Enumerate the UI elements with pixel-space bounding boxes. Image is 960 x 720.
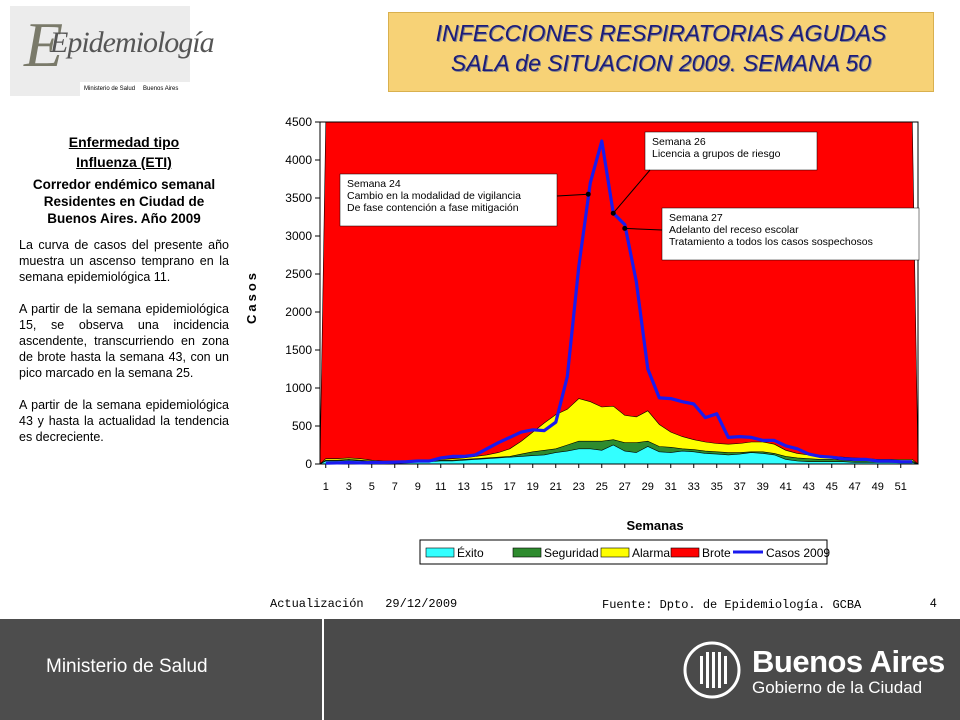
logo-letter-e: E	[24, 9, 64, 80]
description-paragraph-2: A partir de la semana epidemiológica 15, se observa una incidencia ascendente, transcurriendo en zona de brote hasta la semana 43, con un pico marcado en la semana 25.	[19, 302, 229, 380]
legend-label: Brote	[702, 546, 731, 560]
chart-subtitle-1: Corredor endémico semanal	[32, 177, 216, 192]
legend-label: Alarma	[632, 546, 671, 560]
y-tick-label: 4000	[285, 153, 312, 167]
section-heading-2: Influenza (ETI)	[76, 154, 172, 170]
y-tick-label: 3000	[285, 229, 312, 243]
x-tick-label: 25	[595, 481, 608, 493]
section-heading-1: Enfermedad tipo	[68, 134, 180, 150]
x-tick-label: 3	[345, 481, 352, 493]
x-tick-label: 5	[368, 481, 375, 493]
logo-ministry-text: Ministerio de Salud	[84, 86, 136, 92]
annotation-text: Cambio en la modalidad de vigilancia	[347, 190, 521, 202]
x-tick-label: 49	[871, 481, 884, 493]
x-tick-label: 45	[825, 481, 838, 493]
x-tick-label: 27	[618, 481, 631, 493]
buenos-aires-subtitle: Gobierno de la Ciudad	[752, 678, 923, 697]
annotation-text: Semana 26	[652, 136, 706, 148]
legend-swatch	[513, 548, 541, 557]
y-tick-label: 2000	[285, 305, 312, 319]
x-tick-label: 23	[572, 481, 585, 493]
description-body	[19, 237, 229, 445]
x-tick-label: 47	[848, 481, 861, 493]
logo-city-text: Buenos Aires	[143, 86, 179, 92]
y-tick-label: 4500	[285, 115, 312, 129]
description-paragraph-3: A partir de la semana epidemiológica 43 y hasta la actualidad la tendencia es decreciente.	[19, 398, 229, 444]
y-axis-label: Casos	[244, 269, 259, 325]
x-tick-label: 9	[414, 481, 421, 493]
x-tick-label: 19	[526, 481, 539, 493]
x-tick-label: 43	[802, 481, 815, 493]
annotation-text: De fase contención a fase mitigación	[347, 202, 519, 214]
annotation-arrow-head	[586, 192, 591, 197]
x-tick-label: 37	[733, 481, 746, 493]
annotation-arrow-head	[611, 211, 616, 216]
x-tick-label: 33	[687, 481, 700, 493]
annotation-text: Adelanto del receso escolar	[669, 224, 799, 236]
x-tick-label: 39	[756, 481, 769, 493]
data-source: Fuente: Dpto. de Epidemiología. GCBA	[602, 598, 862, 612]
x-tick-label: 21	[549, 481, 562, 493]
y-tick-label: 1000	[285, 381, 312, 395]
footer-ministry: Ministerio de Salud	[46, 656, 208, 677]
description-paragraph-1: La curva de casos del presente año muestra un ascenso temprano en la semana epidemiológica 11.	[19, 238, 229, 284]
x-tick-label: 17	[503, 481, 516, 493]
logo-wordmark: Epidemiología	[50, 26, 214, 59]
x-tick-label: 13	[457, 481, 470, 493]
legend-label: Seguridad	[544, 546, 599, 560]
x-axis-label: Semanas	[626, 518, 684, 533]
footer-divider	[322, 619, 324, 720]
x-tick-label: 11	[435, 481, 447, 493]
update-date: Actualización 29/12/2009	[270, 597, 458, 611]
x-tick-label: 31	[664, 481, 677, 493]
page-number: 4	[930, 596, 937, 610]
annotation-text: Licencia a grupos de riesgo	[652, 148, 781, 160]
chart-subtitle-2: Residentes en Ciudad de Buenos Aires. Año 2009	[43, 194, 205, 226]
legend-label: Casos 2009	[766, 546, 831, 560]
y-tick-label: 0	[305, 457, 312, 471]
logo-ministry-bar	[80, 82, 190, 96]
epidemiologia-logo	[10, 6, 214, 96]
y-tick-label: 1500	[285, 343, 312, 357]
legend-label: Éxito	[457, 546, 484, 560]
annotation-arrow-head	[622, 226, 627, 231]
x-tick-label: 29	[641, 481, 654, 493]
title-line-1: INFECCIONES RESPIRATORIAS AGUDAS	[435, 20, 887, 46]
x-tick-label: 51	[894, 481, 907, 493]
left-description	[19, 132, 229, 461]
title-banner	[388, 12, 934, 92]
legend-swatch	[426, 548, 454, 557]
x-tick-label: 7	[391, 481, 398, 493]
y-tick-label: 3500	[285, 191, 312, 205]
x-tick-label: 41	[779, 481, 792, 493]
x-tick-label: 35	[710, 481, 723, 493]
legend-swatch	[601, 548, 629, 557]
annotation-text: Semana 24	[347, 178, 401, 190]
annotation-text: Semana 27	[669, 212, 723, 224]
y-tick-label: 2500	[285, 267, 312, 281]
buenos-aires-seal-icon	[682, 640, 742, 700]
legend-swatch	[671, 548, 699, 557]
buenos-aires-name: Buenos Aires	[752, 644, 945, 679]
title-line-2: SALA de SITUACION 2009. SEMANA 50	[450, 50, 872, 76]
endemic-corridor-chart	[240, 112, 940, 572]
annotation-text: Tratamiento a todos los casos sospechosos	[669, 236, 873, 248]
x-tick-label: 1	[322, 481, 329, 493]
x-tick-label: 15	[480, 481, 493, 493]
y-tick-label: 500	[291, 419, 312, 433]
